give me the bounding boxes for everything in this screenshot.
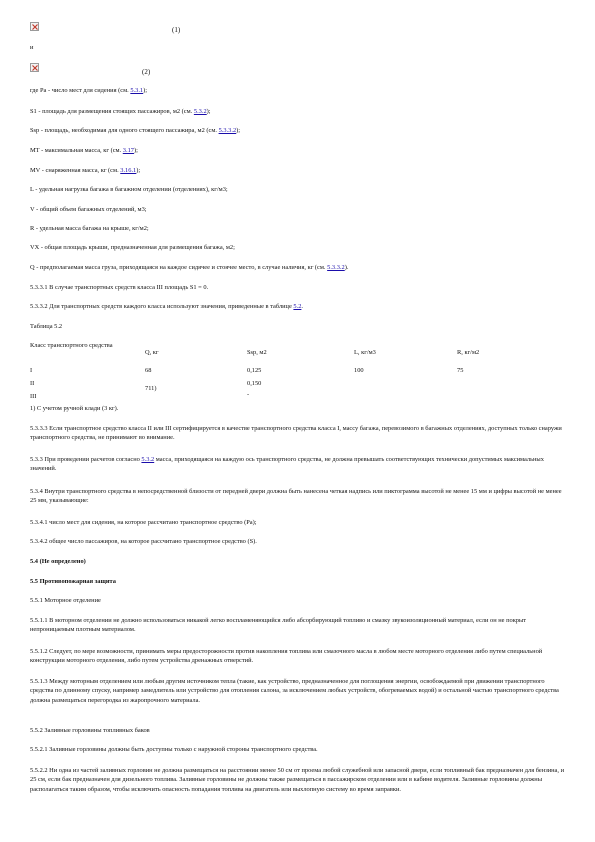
table-header-cell: Класс транспортного средства <box>30 342 113 349</box>
clause-5-5-2-1: 5.5.2.1 Заливные горловины должны быть доступны только с наружной стороны транспортного средства. <box>30 746 318 753</box>
cross-reference-link[interactable]: 3.17 <box>122 147 134 154</box>
cross-reference-link[interactable]: 5.2 <box>293 303 302 310</box>
table-cell: 75 <box>457 367 464 374</box>
table-cell: - <box>247 391 250 398</box>
table-header-cell: R, кг/м2 <box>457 349 480 356</box>
section-heading-5-4: 5.4 (Не определено) <box>30 558 86 565</box>
table-cell: 68 <box>145 367 152 374</box>
definition-line: MT - максимальная масса, кг (см. 3.17); <box>30 147 138 154</box>
clause-5-5-2-2: 5.5.2.2 Ни одна из частей заливных горловин не должна размещаться на расстоянии менее 50 см от проема любой служебной или запасной двери, если топливный бак предназначен для бензина, и 25 см, если бак предназначен для дизельного топлива. Заливные горловины не должны также размещаться в пассажирском отделении или в кабине водителя. Заливные горловины должны располагаться таким образом, чтобы исключить опасность попадания топлива на двигатель или выхлопную систему во время заправки. <box>30 767 565 793</box>
definition-line: где Pa - число мест для сидения (см. 5.3.1); <box>30 87 148 94</box>
cross-reference-link[interactable]: 3.16.1 <box>120 167 137 174</box>
clause-5-5-1-3: 5.5.1.3 Между моторным отделением или любым другим источником тепла (такие, как устройство, предназначенное для поглощения энергии, освобождаемой при движении транспортного средства по длинному спуску, например замедлитель или устройство для отопления салона, за исключением любых устройств, обогреваемых водой) и остальной частью транспортного средства должна размещаться перегородка из жаропрочного материала. <box>30 678 559 704</box>
clause-5-3-4-1: 5.3.4.1 число мест для сидения, на которое рассчитано транспортное средство (Pa); <box>30 519 257 526</box>
table-cell: 0,125 <box>247 367 262 374</box>
table-header-cell: Q, кг <box>145 349 159 356</box>
cross-reference-link[interactable]: 5.3.2 <box>141 456 155 463</box>
clause-5-3-3: 5.3.3 При проведении расчетов согласно 5.3.2 масса, приходящаяся на каждую ось транспортного средства, не должна превышать соответствующих технически допустимых максимальных значений. <box>30 456 544 473</box>
cross-reference-link[interactable]: 5.3.2 <box>193 108 207 115</box>
cross-reference-link[interactable]: 5.3.1 <box>130 87 144 94</box>
cross-reference-link[interactable]: 5.3.3.2 <box>327 264 345 271</box>
conjunction-text: и <box>30 44 34 51</box>
section-heading-5-5: 5.5 Противопожарная защита <box>30 578 116 585</box>
formula-number: (2) <box>142 68 151 76</box>
subsection-heading-5-5-2: 5.5.2 Заливные горловины топливных баков <box>30 727 150 734</box>
definition-line: MV - снаряженная масса, кг (см. 3.16.1); <box>30 167 141 174</box>
table-cell: I <box>30 367 33 374</box>
clause-5-5-1-1: 5.5.1.1 В моторном отделении не должно использоваться никакой легко воспламеняющийся либо абсорбирующий топливо и смазку звукоизоляционный материал, если он не покрыт непроницаемым плотным материалом. <box>30 617 527 634</box>
table-header-cell: Ssp, м2 <box>247 349 267 356</box>
definition-line: VX - общая площадь крыши, предназначенная для размещения багажа, м2; <box>30 244 235 251</box>
clause-5-5-1-2: 5.5.1.2 Следует, по мере возможности, принимать меры предосторожности против накопления топлива или смазочного масла в любом месте моторного отделения либо путем специальной конструкции моторного отделения, либо путем устройства дренажных отверстий. <box>30 648 543 665</box>
table-cell: 100 <box>354 367 364 374</box>
broken-image-icon <box>30 22 39 31</box>
definition-line: Ssp - площадь, необходимая для одного стоящего пассажира, м2 (см. 5.3.3.2); <box>30 127 241 134</box>
table-caption: Таблица 5.2 <box>30 323 63 330</box>
clause-5-3-4-2: 5.3.4.2 общее число пассажиров, на которое рассчитано транспортное средство (S). <box>30 538 257 545</box>
definition-line: R - удельная масса багажа на крыше, кг/м2; <box>30 225 149 232</box>
table-cell: 711) <box>145 385 157 392</box>
table-5-2 <box>30 342 570 422</box>
definition-line: S1 - площадь для размещения стоящих пассажиров, м2 (см. 5.3.2); <box>30 108 211 115</box>
table-cell: III <box>30 393 37 400</box>
subsection-heading-5-5-1: 5.5.1 Моторное отделение <box>30 597 101 604</box>
table-header-cell: L, кг/м3 <box>354 349 376 356</box>
clause-5-3-3-1: 5.3.3.1 В случае транспортных средств класса III площадь S1 = 0. <box>30 284 209 291</box>
definition-line: V - общий объем багажных отделений, м3; <box>30 206 147 213</box>
formula-number: (1) <box>172 26 181 34</box>
clause-5-3-3-3: 5.3.3.3 Если транспортное средство класса II или III сертифицируется в качестве транспортного средства класса I, массу багажа, перевозимого в багажных отделениях, доступных только снаружи транспортного средства, не принимают во внимание. <box>30 425 562 442</box>
definition-line: Q - предполагаемая масса груза, приходящаяся на каждое сидячее и стоячее место, в случае наличия, кг (см. 5.3.3.2). <box>30 264 349 271</box>
clause-5-3-4: 5.3.4 Внутри транспортного средства в непосредственной близости от передней двери должна быть нанесена четкая надпись или пиктограмма высотой не менее 15 мм и цифры высотой не менее 25 мм, указывающие: <box>30 488 562 505</box>
broken-image-icon <box>30 63 39 72</box>
table-cell: II <box>30 380 35 387</box>
definition-line: L - удельная нагрузка багажа в багажном отделении (отделениях), кг/м3; <box>30 186 228 193</box>
cross-reference-link[interactable]: 5.3.3.2 <box>218 127 237 134</box>
table-footnote: 1) С учетом ручной клади (3 кг). <box>30 405 119 412</box>
table-cell: 0,150 <box>247 380 262 387</box>
clause-5-3-3-2: 5.3.3.2 Для транспортных средств каждого класса используют значения, приведенные в таблице 5.2. <box>30 303 304 310</box>
